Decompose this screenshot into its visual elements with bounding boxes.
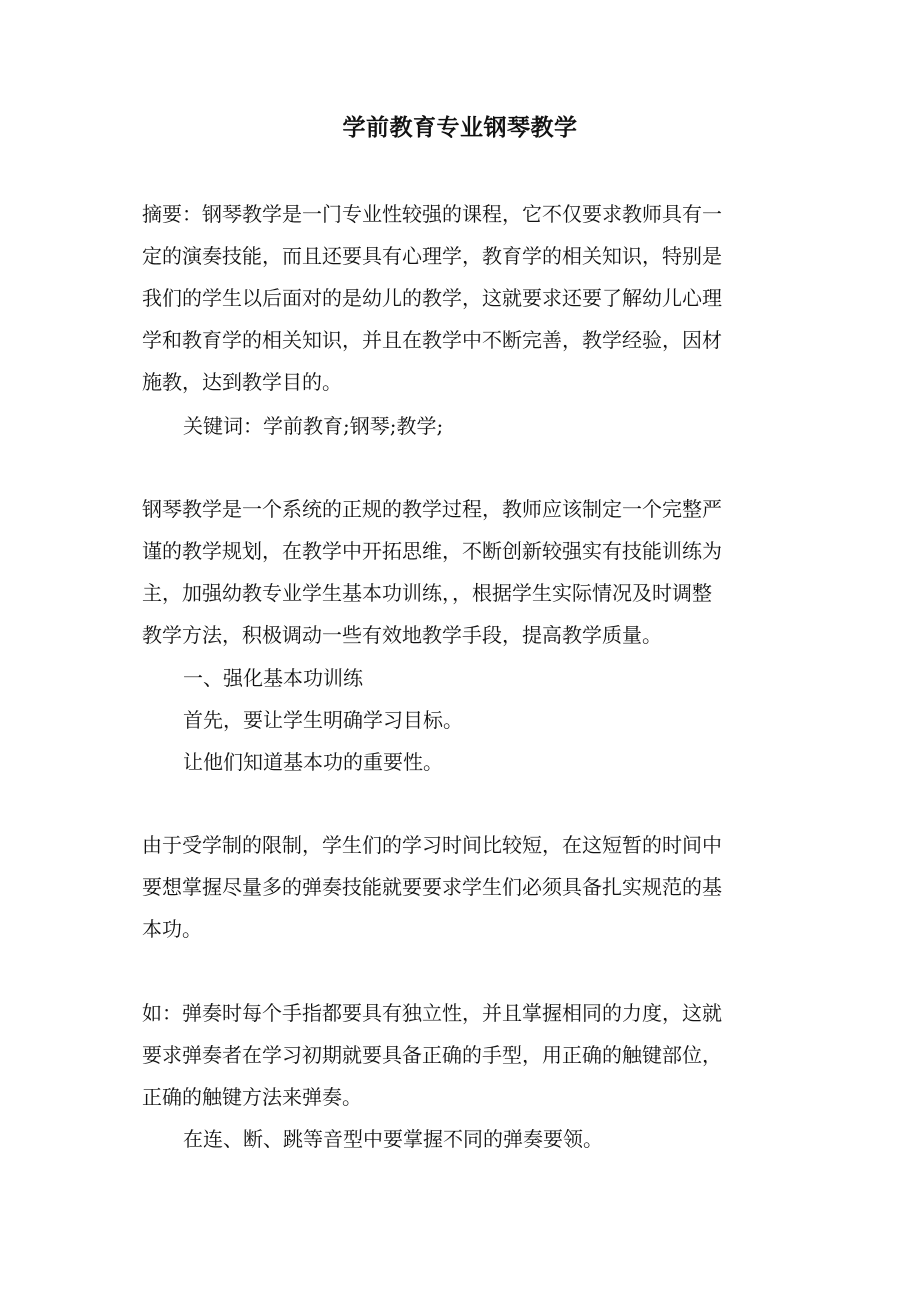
intro-paragraph — [142, 488, 782, 656]
text-line: 我们的学生以后面对的是幼儿的教学，这就要求还要了解幼儿心理 — [142, 286, 722, 310]
text-line: 教学方法，积极调动一些有效地教学手段，提高教学质量。 — [142, 623, 662, 647]
text-line: 正确的触键方法来弹奏。 — [142, 1085, 362, 1109]
document-title: 学前教育专业钢琴教学 — [342, 114, 578, 141]
text-line: 本功。 — [142, 917, 202, 941]
text-line: 谨的教学规划，在教学中开拓思维，不断创新较强实有技能训练为 — [142, 539, 722, 563]
section-heading: 一、强化基本功训练 — [183, 666, 363, 690]
text-line: 主，加强幼教专业学生基本功训练，，根据学生实际情况及时调整 — [142, 581, 712, 605]
closing-line: 在连、断、跳等音型中要掌握不同的弹奏要领。 — [183, 1127, 603, 1151]
text-line: 学和教育学的相关知识，并且在教学中不断完善，教学经验，因材 — [142, 328, 722, 352]
keywords-line: 关键词：学前教育;钢琴;教学; — [183, 414, 444, 438]
point-learning-goal: 首先，要让学生明确学习目标。 — [183, 708, 463, 732]
text-line: 定的演奏技能，而且还要具有心理学，教育学的相关知识，特别是 — [142, 244, 722, 268]
text-line: 要想掌握尽量多的弹奏技能就要要求学生们必须具备扎实规范的基 — [142, 875, 722, 899]
limitation-paragraph — [142, 824, 782, 950]
text-line: 施教，达到教学目的。 — [142, 370, 342, 394]
point-importance: 让他们知道基本功的重要性。 — [183, 750, 443, 774]
text-line: 要求弹奏者在学习初期就要具备正确的手型，用正确的触键部位， — [142, 1043, 722, 1067]
text-line: 如：弹奏时每个手指都要具有独立性，并且掌握相同的力度，这就 — [142, 1001, 722, 1025]
text-line: 由于受学制的限制，学生们的学习时间比较短，在这短暂的时间中 — [142, 833, 722, 857]
text-line: 摘要：钢琴教学是一门专业性较强的课程，它不仅要求教师具有一 — [142, 202, 722, 226]
example-paragraph — [142, 992, 782, 1118]
text-line: 钢琴教学是一个系统的正规的教学过程，教师应该制定一个完整严 — [142, 497, 722, 521]
abstract-paragraph — [142, 193, 782, 403]
